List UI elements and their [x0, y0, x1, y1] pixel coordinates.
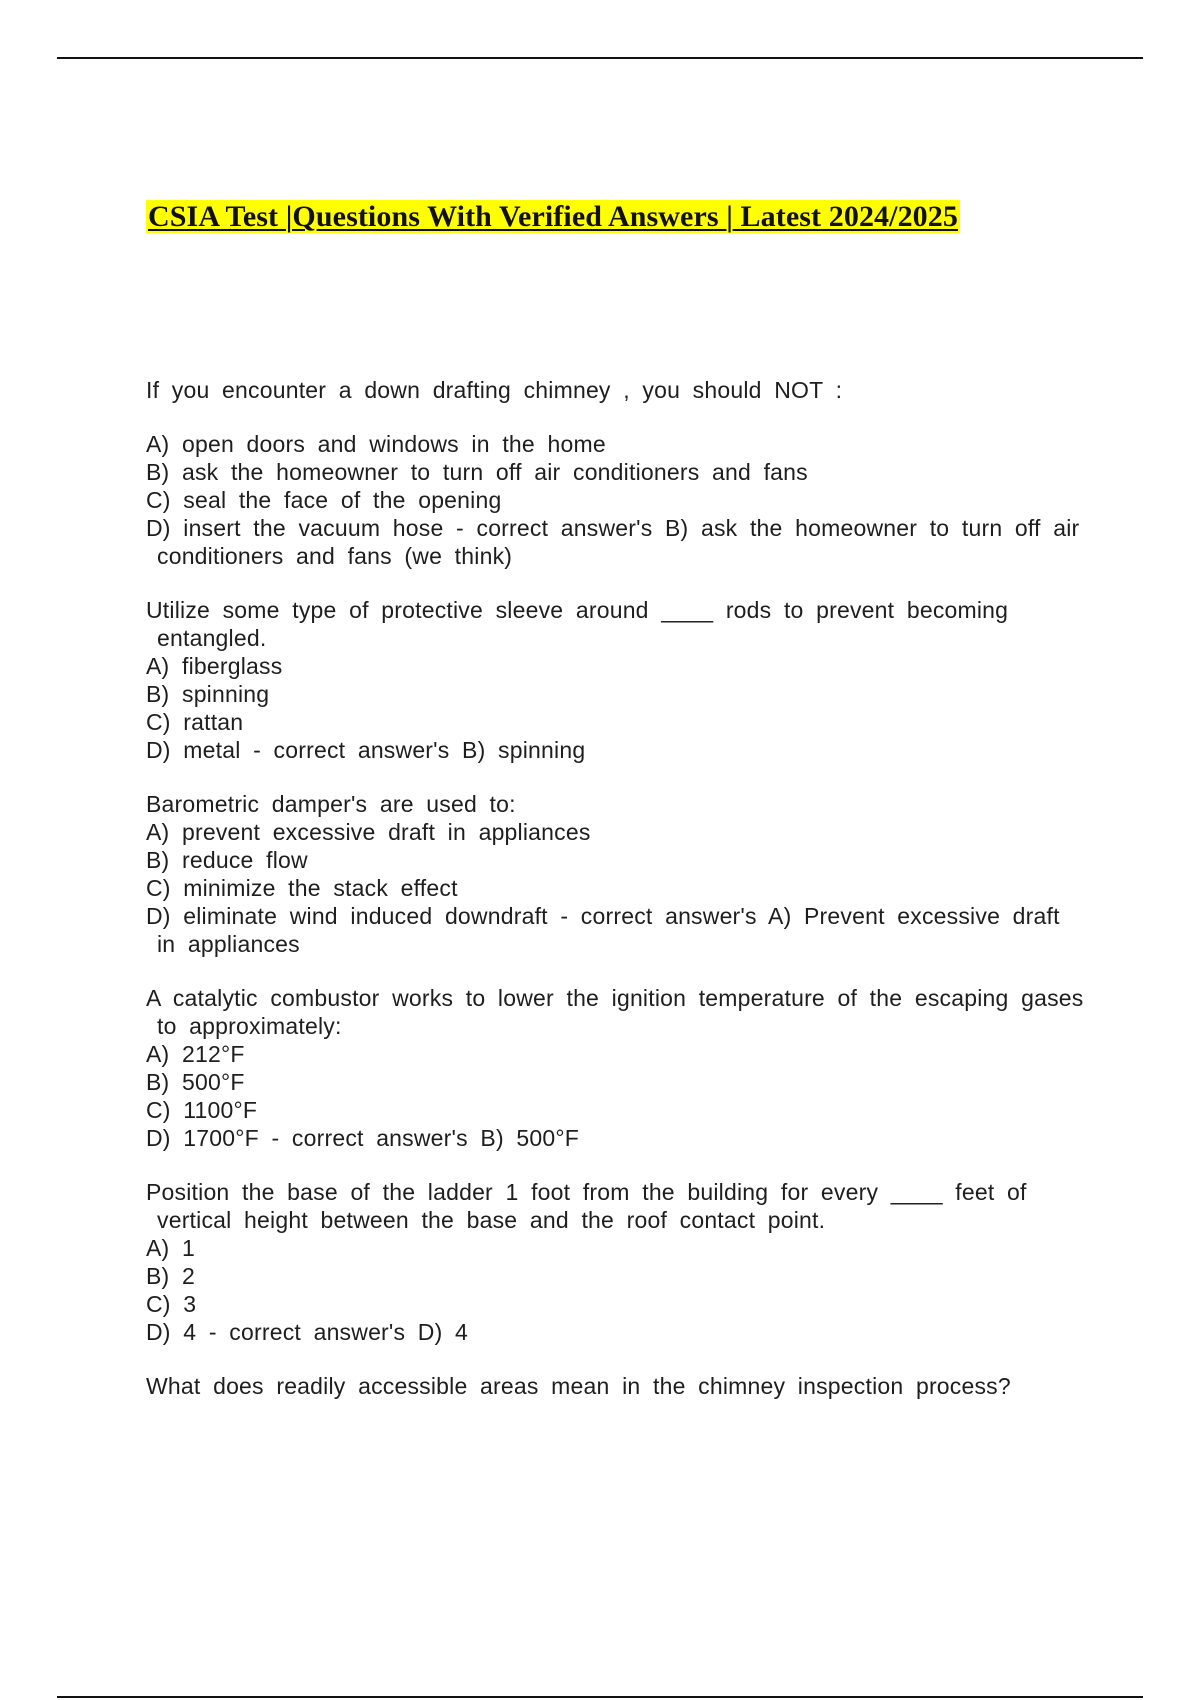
top-rule: [57, 57, 1143, 59]
question-prompt: Utilize some type of protective sleeve around ____ rods to prevent becoming entangled.: [146, 597, 1009, 651]
document-title: CSIA Test |Questions With Verified Answers | Latest 2024/2025: [148, 200, 958, 233]
question-list: [146, 376, 1086, 1426]
answer-option-c: C) rattan: [146, 709, 244, 735]
answer-option-a: A) fiberglass: [146, 653, 283, 679]
answer-option-a: A) prevent excessive draft in appliances: [146, 819, 591, 845]
question-2: [146, 596, 1086, 764]
question-prompt: A catalytic combustor works to lower the ignition temperature of the escaping gases to approximately:: [146, 985, 1084, 1039]
question-prompt: If you encounter a down drafting chimney , you should NOT :: [146, 377, 843, 403]
question-3: [146, 790, 1086, 958]
answer-option-a: A) 1: [146, 1235, 195, 1261]
question-4: [146, 984, 1086, 1152]
answer-option-b: B) ask the homeowner to turn off air conditioners and fans: [146, 459, 808, 485]
answer-option-a: A) 212°F: [146, 1041, 245, 1067]
answer-option-b: B) reduce flow: [146, 847, 308, 873]
question-5: [146, 1178, 1086, 1346]
answer-option-c: C) seal the face of the opening: [146, 487, 502, 513]
question-1: [146, 376, 1086, 570]
question-prompt: What does readily accessible areas mean in the chimney inspection process?: [146, 1373, 1011, 1399]
document-title-block: [146, 200, 960, 234]
question-prompt: Position the base of the ladder 1 foot from the building for every ____ feet of vertical height between the base and the roof contact point.: [146, 1179, 1027, 1233]
answer-option-d: D) 1700°F - correct answer's B) 500°F: [146, 1125, 580, 1151]
bottom-rule: [57, 1696, 1143, 1698]
answer-option-d: D) 4 - correct answer's D) 4: [146, 1319, 469, 1345]
answer-option-c: C) 1100°F: [146, 1097, 258, 1123]
answer-option-b: B) 500°F: [146, 1069, 245, 1095]
answer-option-c: C) 3: [146, 1291, 197, 1317]
answer-option-d: D) insert the vacuum hose - correct answer's B) ask the homeowner to turn off air conditioners and fans (we think): [146, 515, 1080, 569]
answer-option-a: A) open doors and windows in the home: [146, 431, 606, 457]
answer-option-b: B) 2: [146, 1263, 195, 1289]
answer-option-d: D) eliminate wind induced downdraft - correct answer's A) Prevent excessive draft in appliances: [146, 903, 1060, 957]
question-prompt: Barometric damper's are used to:: [146, 791, 516, 817]
question-6: [146, 1372, 1086, 1400]
answer-option-c: C) minimize the stack effect: [146, 875, 458, 901]
answer-option-d: D) metal - correct answer's B) spinning: [146, 737, 586, 763]
answer-option-b: B) spinning: [146, 681, 270, 707]
